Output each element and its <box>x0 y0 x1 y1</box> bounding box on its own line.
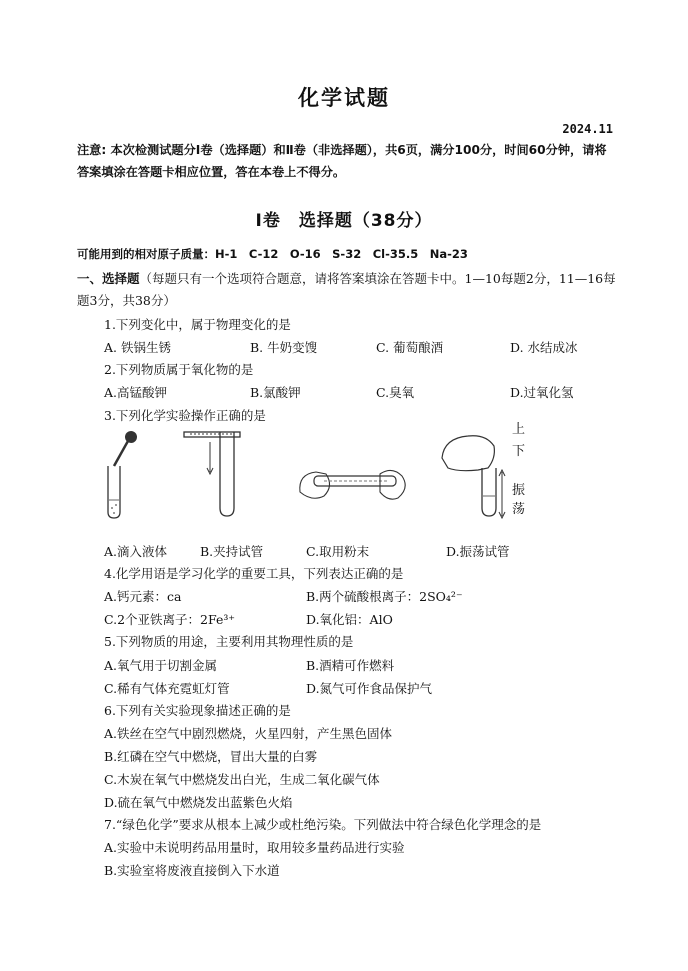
q4-option-b: B.两个硫酸根离子：2SO₄²⁻ <box>306 589 463 604</box>
test-tube-a <box>108 466 120 518</box>
q3-option-d: D.振荡试管 <box>446 544 510 559</box>
question-3-stem: 3.下列化学实验操作正确的是 <box>104 408 266 423</box>
test-tube-b <box>220 432 234 516</box>
q1-option-a: A. 铁锅生锈 <box>104 340 171 355</box>
q2-option-d: D.过氧化氢 <box>510 385 574 400</box>
question-5-stem: 5.下列物质的用途，主要利用其物理性质的是 <box>104 634 354 649</box>
q5-option-d: D.氮气可作食品保护气 <box>306 681 433 696</box>
dropper-tube <box>114 441 128 466</box>
figure-label-swirl: 荡 <box>512 502 526 517</box>
right-hand <box>380 470 405 499</box>
q4-option-c: C.2个亚铁离子：2Fe³⁺ <box>104 612 235 627</box>
hand-shaking <box>442 436 494 471</box>
atomic-masses: 可能用到的相对原子质量：H-1 C-12 O-16 S-32 Cl-35.5 Na-23 <box>77 247 468 261</box>
exam-notice: 注意: 本次检测试题分Ⅰ卷（选择题）和Ⅱ卷（非选择题），共6页，满分100分，时间60分钟，请将答案填涂在答题卡相应位置，答在本卷上不得分。 <box>77 143 607 179</box>
q4-option-d: D.氧化铝：AlO <box>306 612 393 627</box>
question-1-stem: 1.下列变化中，属于物理变化的是 <box>104 317 291 332</box>
q3-option-c: C.取用粉末 <box>306 544 370 559</box>
q5-option-c: C.稀有气体充霓虹灯管 <box>104 681 230 696</box>
q6-option-d: D.硫在氧气中燃烧发出蓝紫色火焰 <box>104 795 293 810</box>
test-tube-d <box>482 468 496 516</box>
powder-figure <box>294 452 412 514</box>
tube-holder-figure <box>180 428 250 520</box>
part-one-intro <box>77 268 625 312</box>
q1-option-d: D. 水结成冰 <box>510 340 578 355</box>
figure-label-up: 上 <box>512 422 526 437</box>
q6-option-c: C.木炭在氧气中燃烧发出白光，生成二氧化碳气体 <box>104 772 380 787</box>
section-title: Ⅰ卷 选择题（38分） <box>255 211 433 231</box>
q5-option-b: B.酒精可作燃料 <box>306 658 395 673</box>
figure-label-down: 下 <box>512 444 526 459</box>
q2-option-b: B.氯酸钾 <box>250 385 301 400</box>
q3-option-a: A.滴入液体 <box>104 544 168 559</box>
part-one-instructions: （每题只有一个选项符合题意，请将答案填涂在答题卡中。1—10每题2分，11—16每题3分，共38分） <box>77 271 616 308</box>
question-6-stem: 6.下列有关实验现象描述正确的是 <box>104 703 291 718</box>
question-7-stem: 7.“绿色化学”要求从根本上减少或杜绝污染。下列做法中符合绿色化学理念的是 <box>104 817 542 832</box>
q7-option-b: B.实验室将废液直接倒入下水道 <box>104 863 280 878</box>
q1-option-c: C. 葡萄酿酒 <box>376 340 444 355</box>
q2-option-c: C.臭氧 <box>376 385 415 400</box>
q6-option-a: A.铁丝在空气中剧烈燃烧，火星四射，产生黑色固体 <box>104 726 393 741</box>
shaking-figure <box>438 428 508 520</box>
q7-option-a: A.实验中未说明药品用量时，取用较多量药品进行实验 <box>104 840 405 855</box>
q6-option-b: B.红磷在空气中燃烧，冒出大量的白雾 <box>104 749 318 764</box>
figure-label-shake: 振 <box>512 483 526 498</box>
q3-option-b: B.夹持试管 <box>200 544 264 559</box>
exam-date: 2024.11 <box>562 122 613 136</box>
question-4-stem: 4.化学用语是学习化学的重要工具，下列表达正确的是 <box>104 566 404 581</box>
part-one-heading: 一、选择题 <box>77 271 140 286</box>
page-title: 化学试题 <box>298 86 390 110</box>
q4-option-a: A.钙元素：ca <box>104 589 182 604</box>
q2-option-a: A.高锰酸钾 <box>104 385 168 400</box>
dropper-figure <box>98 428 138 520</box>
q1-option-b: B. 牛奶变馊 <box>250 340 318 355</box>
question-2-stem: 2.下列物质属于氧化物的是 <box>104 362 254 377</box>
q5-option-a: A.氧气用于切割金属 <box>104 658 218 673</box>
